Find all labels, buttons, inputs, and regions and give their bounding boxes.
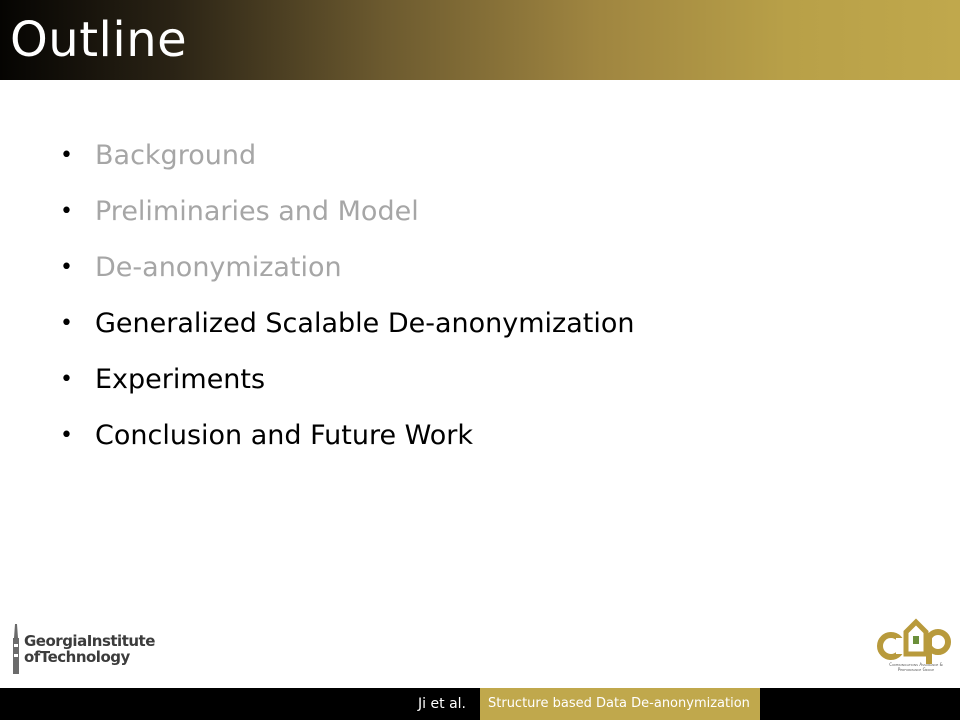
outline-list xyxy=(60,128,634,464)
outline-item-experiments xyxy=(60,352,634,408)
outline-item-background xyxy=(60,128,634,184)
outline-item-label: Generalized Scalable De-anonymization xyxy=(95,308,635,339)
bullet-icon: • xyxy=(60,311,73,336)
outline-item-label: Preliminaries and Model xyxy=(95,196,419,227)
cap-caption: Communications Assurance & Performance Group xyxy=(889,662,943,672)
outline-item-conclusion xyxy=(60,408,634,464)
bullet-icon: • xyxy=(60,199,73,224)
outline-item-deanonymization xyxy=(60,240,634,296)
cap-house-icon xyxy=(876,618,956,664)
slide-title: Outline xyxy=(10,12,188,68)
outline-item-label: Conclusion and Future Work xyxy=(95,420,474,451)
tech-tower-icon xyxy=(10,624,22,674)
bullet-icon: • xyxy=(60,367,73,392)
logo-line-1: GeorgiaInstitute xyxy=(24,632,155,650)
outline-item-label: Background xyxy=(95,140,257,171)
footer-author: Ji et al. xyxy=(418,696,466,712)
outline-item-generalized xyxy=(60,296,634,352)
bullet-icon: • xyxy=(60,423,73,448)
outline-item-label: De-anonymization xyxy=(95,252,342,283)
cap-group-logo xyxy=(876,618,956,686)
georgia-tech-logo xyxy=(10,624,160,674)
footer-bar xyxy=(0,688,960,720)
bullet-icon: • xyxy=(60,255,73,280)
bullet-icon: • xyxy=(60,143,73,168)
footer-talk-title: Structure based Data De-anonymization xyxy=(480,688,760,720)
title-bar xyxy=(0,0,960,80)
logo-line-2: ofTechnology xyxy=(24,648,130,666)
georgia-tech-wordmark xyxy=(24,634,155,665)
outline-item-preliminaries xyxy=(60,184,634,240)
outline-item-label: Experiments xyxy=(95,364,266,395)
